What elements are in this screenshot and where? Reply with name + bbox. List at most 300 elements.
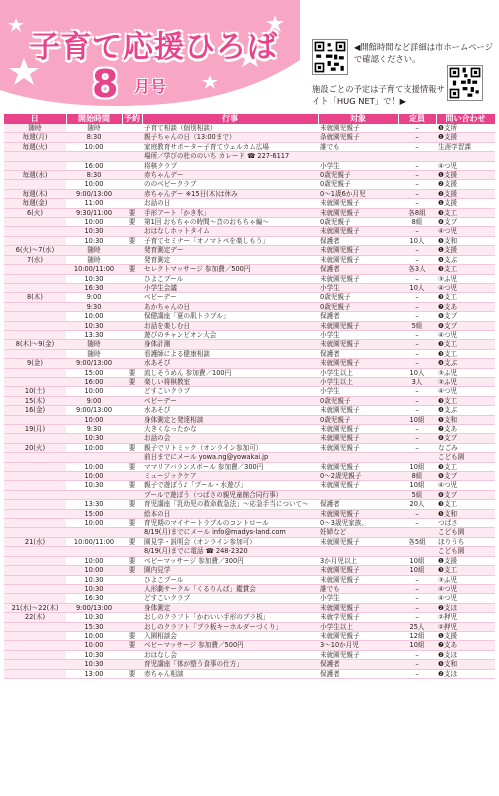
table-row <box>4 443 495 452</box>
table-row <box>4 660 495 669</box>
cell-reservation <box>122 349 142 358</box>
cell-reservation: 要 <box>122 218 142 227</box>
cell-start-time: 10:30 <box>66 227 122 236</box>
cell-target: 未就園児親子 <box>318 575 398 584</box>
cell-contact: ④つ児 <box>436 584 495 593</box>
cell-event: 水あそび <box>142 359 318 368</box>
cell-start-time <box>66 547 122 556</box>
cell-event: 親子でリトミック（オンライン参加可） <box>142 443 318 452</box>
table-row <box>4 283 495 292</box>
cell-date: 毎週(火) <box>4 142 66 151</box>
cell-contact: ❶支援 <box>436 246 495 255</box>
cell-target: 未就園児親子 <box>318 509 398 518</box>
table-row <box>4 265 495 274</box>
cell-contact: ❻支ブ <box>436 490 495 499</box>
cell-start-time: 10:00 <box>66 443 122 452</box>
cell-reservation: 要 <box>122 368 142 377</box>
cell-reservation <box>122 472 142 481</box>
cell-date: 7(水) <box>4 255 66 264</box>
cell-event: おしのクラフト「プラ板キーホルダーづくり」 <box>142 622 318 631</box>
cell-event: 入園相談会 <box>142 631 318 640</box>
cell-date: 6(火)～7(水) <box>4 246 66 255</box>
cell-target: 未就園児親子 <box>318 359 398 368</box>
cell-capacity: 10組 <box>398 641 436 650</box>
cell-event: 発育測定デー <box>142 246 318 255</box>
cell-start-time: 10:30 <box>66 660 122 669</box>
cell-reservation: 要 <box>122 641 142 650</box>
cell-contact: ❸支工 <box>436 340 495 349</box>
cell-target: 小学生 <box>318 283 398 292</box>
cell-start-time: 16:30 <box>66 594 122 603</box>
cell-target: 0～2歳児親子 <box>318 472 398 481</box>
cell-start-time: 9:00/13:00 <box>66 603 122 612</box>
cell-contact: ❹支ぶ <box>436 255 495 264</box>
table-row <box>4 406 495 415</box>
cell-contact: ❻支ブ <box>436 218 495 227</box>
cell-start-time: 10:00 <box>66 462 122 471</box>
cell-capacity <box>398 152 436 161</box>
cell-date <box>4 453 66 462</box>
cell-capacity: 8組 <box>398 472 436 481</box>
cell-target: 保護者 <box>318 312 398 321</box>
cell-reservation <box>122 396 142 405</box>
table-row <box>4 584 495 593</box>
cell-event: 将棋クラブ <box>142 161 318 170</box>
cell-target: 未就園児親子 <box>318 208 398 217</box>
cell-target: 未就園児親子 <box>318 443 398 452</box>
cell-capacity: – <box>398 669 436 678</box>
cell-start-time: 9:30 <box>66 425 122 434</box>
cell-start-time: 10:00 <box>66 519 122 528</box>
cell-reservation <box>122 575 142 584</box>
cell-start-time: 随時 <box>66 124 122 133</box>
cell-capacity: 20人 <box>398 500 436 509</box>
cell-reservation <box>122 387 142 396</box>
cell-event: 8/19(月)までに電話 ☎ 248-2320 <box>142 547 318 556</box>
cell-contact: ③ふ児 <box>436 368 495 377</box>
cell-event: ベビーデー <box>142 396 318 405</box>
month-suffix: 月号 <box>134 77 167 96</box>
cell-date <box>4 490 66 499</box>
cell-contact: ④つ児 <box>436 330 495 339</box>
cell-event: 発育測定 <box>142 255 318 264</box>
cell-start-time: 16:30 <box>66 283 122 292</box>
cell-date <box>4 180 66 189</box>
cell-capacity: – <box>398 124 436 133</box>
cell-date <box>4 669 66 678</box>
cell-start-time: 随時 <box>66 255 122 264</box>
cell-capacity: 10人 <box>398 283 436 292</box>
cell-start-time: 9:00 <box>66 396 122 405</box>
cell-event: ママリアバランスボール 参加費／300円 <box>142 462 318 471</box>
cell-contact: こども園 <box>436 547 495 556</box>
cell-contact: ④つ児 <box>436 481 495 490</box>
cell-contact: ④つ児 <box>436 387 495 396</box>
table-row <box>4 236 495 245</box>
cell-start-time: 13:00 <box>66 669 122 678</box>
cell-date <box>4 584 66 593</box>
column-header-date: 日 <box>4 114 66 124</box>
cell-capacity: – <box>398 603 436 612</box>
cell-start-time: 10:30 <box>66 650 122 659</box>
cell-target: 3か月児以上 <box>318 556 398 565</box>
cell-date: 9(金) <box>4 359 66 368</box>
cell-start-time: 11:00 <box>66 199 122 208</box>
cell-target: 保護者 <box>318 500 398 509</box>
cell-target: 未就園児親子 <box>318 566 398 575</box>
cell-target: 未就園児親子 <box>318 425 398 434</box>
table-row <box>4 537 495 546</box>
table-row <box>4 509 495 518</box>
cell-target <box>318 490 398 499</box>
cell-contact: ❷支援 <box>436 189 495 198</box>
table-row <box>4 152 495 161</box>
cell-start-time: 10:00 <box>66 415 122 424</box>
cell-event: おしのクラフト「かわいい手形のプラ板」 <box>142 613 318 622</box>
cell-capacity: – <box>398 330 436 339</box>
cell-target: 未就園児親子 <box>318 321 398 330</box>
cell-capacity: 5組 <box>398 321 436 330</box>
cell-start-time: 15:00 <box>66 368 122 377</box>
cell-contact: ❸支工 <box>436 293 495 302</box>
qr-code-icon[interactable] <box>447 65 483 101</box>
cell-target: 未就園児親子 <box>318 434 398 443</box>
cell-reservation <box>122 227 142 236</box>
cell-reservation <box>122 142 142 151</box>
cell-target <box>318 453 398 462</box>
cell-reservation <box>122 199 142 208</box>
table-row <box>4 669 495 678</box>
table-row <box>4 547 495 556</box>
month-number: 8 <box>92 62 119 106</box>
cell-date: 毎週(水) <box>4 171 66 180</box>
cell-date <box>4 594 66 603</box>
cell-capacity: – <box>398 255 436 264</box>
cell-date <box>4 481 66 490</box>
cell-reservation: 要 <box>122 556 142 565</box>
table-row <box>4 368 495 377</box>
cell-event: 前日までにメール yowa.ng@yowakai.jp <box>142 453 318 462</box>
table-row <box>4 462 495 471</box>
cell-start-time: 10:00 <box>66 566 122 575</box>
table-row <box>4 340 495 349</box>
table-row <box>4 227 495 236</box>
cell-reservation <box>122 425 142 434</box>
cell-date <box>4 500 66 509</box>
cell-capacity: 10組 <box>398 462 436 471</box>
cell-target: 未就園児親子 <box>318 340 398 349</box>
cell-target: 3～10か月児 <box>318 641 398 650</box>
cell-reservation <box>122 293 142 302</box>
cell-contact: ❷支ほ <box>436 650 495 659</box>
cell-capacity: – <box>398 227 436 236</box>
cell-start-time: 10:00 <box>66 556 122 565</box>
cell-event: 身体測定 <box>142 603 318 612</box>
column-header-reservation: 予約 <box>124 114 140 123</box>
table-row <box>4 613 495 622</box>
cell-contact: ②押児 <box>436 613 495 622</box>
table-row <box>4 302 495 311</box>
cell-date <box>4 650 66 659</box>
cell-reservation: 要 <box>122 462 142 471</box>
cell-event: 園内見学 <box>142 566 318 575</box>
cell-capacity <box>398 547 436 556</box>
table-row <box>4 293 495 302</box>
column-header-start-time: 開始時間 <box>66 114 122 124</box>
table-row <box>4 171 495 180</box>
cell-reservation <box>122 603 142 612</box>
cell-contact: ❷支ほ <box>436 669 495 678</box>
cell-event: 8/19(月)までにメール info@madys-land.com <box>142 528 318 537</box>
cell-contact: ❺支和 <box>436 415 495 424</box>
cell-date <box>4 631 66 640</box>
cell-date <box>4 462 66 471</box>
cell-start-time: 16:00 <box>66 161 122 170</box>
cell-contact: ❻支ブ <box>436 434 495 443</box>
cell-target: 条就園児親子 <box>318 133 398 142</box>
cell-reservation <box>122 613 142 622</box>
table-row <box>4 434 495 443</box>
cell-capacity: 5組 <box>398 490 436 499</box>
cell-date <box>4 641 66 650</box>
cell-target: 0歳児親子 <box>318 396 398 405</box>
cell-event: 看護師による健康相談 <box>142 349 318 358</box>
homepage-note: ◀開館時間など詳細は市ホームページで確認ください。 <box>354 42 493 64</box>
cell-capacity: – <box>398 613 436 622</box>
cell-event: 絵本の日 <box>142 509 318 518</box>
cell-reservation: 要 <box>122 537 142 546</box>
cell-capacity: – <box>398 302 436 311</box>
cell-reservation <box>122 660 142 669</box>
table-row <box>4 133 495 142</box>
cell-event: ベビーマッサージ 参加費／300円 <box>142 556 318 565</box>
cell-reservation: 要 <box>122 566 142 575</box>
cell-reservation <box>122 490 142 499</box>
cell-date <box>4 660 66 669</box>
table-row <box>4 453 495 462</box>
table-row <box>4 180 495 189</box>
cell-event: 遊びのチャンピオン大会 <box>142 330 318 339</box>
cell-date <box>4 575 66 584</box>
cell-event: 親子で遊ぼう♪「プール・水遊び」 <box>142 481 318 490</box>
cell-start-time: 9:00/13:00 <box>66 406 122 415</box>
cell-date <box>4 236 66 245</box>
cell-start-time: 15:30 <box>66 622 122 631</box>
cell-capacity: – <box>398 246 436 255</box>
cell-contact: ❺支和 <box>436 236 495 245</box>
cell-date <box>4 547 66 556</box>
cell-date: 10(土) <box>4 387 66 396</box>
page-title: 子育て応援ひろば <box>30 30 278 65</box>
cell-start-time: 10:30 <box>66 434 122 443</box>
cell-reservation <box>122 330 142 339</box>
table-row <box>4 556 495 565</box>
cell-start-time: 9:00/13:00 <box>66 189 122 198</box>
cell-target: 0歳児親子 <box>318 302 398 311</box>
cell-reservation: 要 <box>122 631 142 640</box>
table-header-row <box>4 114 495 124</box>
cell-capacity: – <box>398 161 436 170</box>
cell-event: どすこいクラブ <box>142 594 318 603</box>
cell-event: 育児講座「乳幼児の救命救急法」～応急手当について～ <box>142 500 318 509</box>
cell-capacity: – <box>398 142 436 151</box>
table-row <box>4 481 495 490</box>
cell-target: 保護者 <box>318 236 398 245</box>
cell-capacity: 10人 <box>398 368 436 377</box>
table-row <box>4 472 495 481</box>
cell-target: 小学生 <box>318 161 398 170</box>
cell-event: あかちゃんの日 <box>142 302 318 311</box>
cell-date <box>4 556 66 565</box>
cell-date: 8(木) <box>4 293 66 302</box>
cell-event: 場所／学びの杜ののいち カレード ☎ 227-6117 <box>142 152 318 161</box>
cell-reservation <box>122 509 142 518</box>
cell-event: 園見学・説明会（オンライン参加可） <box>142 537 318 546</box>
cell-date: 15(木) <box>4 396 66 405</box>
cell-capacity: 3人 <box>398 377 436 386</box>
hugnet-note: 施設ごとの予定は子育て支援情報サイト「HUG NET」で！▶ <box>312 84 445 106</box>
cell-start-time: 10:30 <box>66 274 122 283</box>
table-row <box>4 425 495 434</box>
cell-target: 保護者 <box>318 349 398 358</box>
cell-reservation <box>122 321 142 330</box>
cell-capacity: – <box>398 443 436 452</box>
cell-capacity: – <box>398 349 436 358</box>
cell-start-time: 10:00 <box>66 387 122 396</box>
cell-contact <box>436 152 495 161</box>
cell-capacity: 各5組 <box>398 537 436 546</box>
cell-event: 身体測定と発達相談 <box>142 415 318 424</box>
cell-target: 0歳児親子 <box>318 180 398 189</box>
cell-target: 未就園児親子 <box>318 199 398 208</box>
cell-start-time: 10:00 <box>66 631 122 640</box>
cell-start-time: 10:00 <box>66 218 122 227</box>
table-row <box>4 500 495 509</box>
cell-reservation: 要 <box>122 236 142 245</box>
cell-target: 0～1歳6か月児 <box>318 189 398 198</box>
table-row <box>4 274 495 283</box>
cell-event: 流しそうめん 参加費／100円 <box>142 368 318 377</box>
cell-contact: ❸支工 <box>436 396 495 405</box>
cell-event: ベビーマッサージ 参加費／500円 <box>142 641 318 650</box>
cell-event: お話を楽しむ日 <box>142 321 318 330</box>
table-row <box>4 349 495 358</box>
cell-contact: ④つ児 <box>436 283 495 292</box>
cell-contact: ❹支ぶ <box>436 406 495 415</box>
table-row <box>4 199 495 208</box>
cell-target: 未就園児親子 <box>318 481 398 490</box>
cell-start-time: 10:00/11:00 <box>66 537 122 546</box>
cell-target: 未就園児親子 <box>318 255 398 264</box>
cell-contact: ❷支援 <box>436 180 495 189</box>
cell-reservation: 要 <box>122 481 142 490</box>
cell-contact: ❺支和 <box>436 660 495 669</box>
cell-contact: ❼支あ <box>436 302 495 311</box>
cell-date <box>4 321 66 330</box>
cell-event: 赤ちゃんデー <box>142 171 318 180</box>
cell-contact: こども園 <box>436 528 495 537</box>
cell-reservation <box>122 189 142 198</box>
cell-reservation <box>122 434 142 443</box>
cell-event: 小学生会議 <box>142 283 318 292</box>
table-row <box>4 255 495 264</box>
table-row <box>4 575 495 584</box>
cell-start-time: 9:00/13:00 <box>66 359 122 368</box>
cell-contact: つばさ <box>436 519 495 528</box>
cell-reservation <box>122 406 142 415</box>
cell-start-time: 10:00 <box>66 180 122 189</box>
cell-capacity: – <box>398 171 436 180</box>
cell-contact: ほりうち <box>436 537 495 546</box>
event-schedule <box>4 114 495 679</box>
cell-reservation: 要 <box>122 519 142 528</box>
cell-capacity: – <box>398 509 436 518</box>
cell-capacity: – <box>398 359 436 368</box>
cell-date: 16(金) <box>4 406 66 415</box>
cell-date <box>4 622 66 631</box>
cell-capacity: – <box>398 584 436 593</box>
cell-capacity: – <box>398 406 436 415</box>
cell-target: 未就園児親子 <box>318 124 398 133</box>
cell-start-time: 8:30 <box>66 171 122 180</box>
cell-reservation <box>122 124 142 133</box>
cell-reservation <box>122 180 142 189</box>
cell-target: 小学生 <box>318 594 398 603</box>
cell-capacity: – <box>398 180 436 189</box>
cell-reservation: 要 <box>122 669 142 678</box>
cell-capacity: 10組 <box>398 481 436 490</box>
cell-start-time <box>66 528 122 537</box>
cell-contact: ❸支工 <box>436 566 495 575</box>
cell-contact: ④つ児 <box>436 227 495 236</box>
cell-target <box>318 152 398 161</box>
cell-contact: ❸支工 <box>436 500 495 509</box>
cell-start-time: 10:30 <box>66 613 122 622</box>
cell-reservation: 要 <box>122 208 142 217</box>
cell-event: お話の会 <box>142 434 318 443</box>
cell-target: 未就園児親子 <box>318 274 398 283</box>
cell-reservation <box>122 547 142 556</box>
cell-start-time: 9:30/11:00 <box>66 208 122 217</box>
cell-capacity: 各8組 <box>398 208 436 217</box>
cell-event: 育児講座「体が整う食事の仕方」 <box>142 660 318 669</box>
cell-target: 小学生以上 <box>318 368 398 377</box>
cell-start-time: 8:30 <box>66 133 122 142</box>
cell-date <box>4 528 66 537</box>
table-row <box>4 330 495 339</box>
cell-date: 20(火) <box>4 443 66 452</box>
cell-contact: ❼支あ <box>436 641 495 650</box>
cell-date: 毎週(金) <box>4 199 66 208</box>
qr-code-icon[interactable] <box>312 39 348 75</box>
cell-start-time: 13:30 <box>66 500 122 509</box>
table-row <box>4 603 495 612</box>
cell-start-time: 10:30 <box>66 236 122 245</box>
cell-event: 子育て相談（個別相談） <box>142 124 318 133</box>
cell-reservation: 要 <box>122 377 142 386</box>
cell-date <box>4 152 66 161</box>
cell-date <box>4 227 66 236</box>
cell-capacity: – <box>398 434 436 443</box>
cell-date: 6(火) <box>4 208 66 217</box>
cell-capacity: 10組 <box>398 566 436 575</box>
table-row <box>4 396 495 405</box>
cell-capacity: – <box>398 189 436 198</box>
cell-date: 22(木) <box>4 613 66 622</box>
cell-reservation <box>122 359 142 368</box>
cell-target: 未就学児親子 <box>318 613 398 622</box>
cell-date <box>4 434 66 443</box>
